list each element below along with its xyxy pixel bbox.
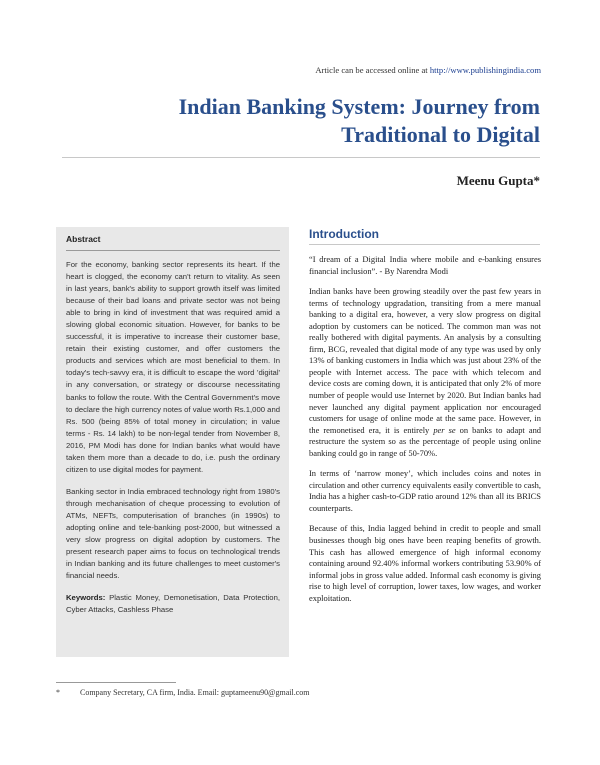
author-name: Meenu Gupta* — [456, 173, 540, 188]
footnote-marker: * — [56, 688, 60, 697]
footnote-divider — [56, 682, 176, 683]
intro-paragraph-1 — [309, 286, 541, 459]
access-prefix: Article can be accessed online at — [315, 65, 430, 75]
journal-url-link[interactable]: http://www.publishingindia.com — [429, 65, 541, 75]
title-line-1: Indian Banking System: Journey from — [178, 94, 540, 119]
abstract-paragraph-1: For the economy, banking sector represents its heart. If the heart is clogged, the economy can't return to vitality. As seen in last years, bank's ability to support growth itself was limited because of their bad loans and private sector was not being able to bring in kind of investment that was required amid a slowing global economic situation. However, for banks to be successful, it is imperative to increase their customer base, retain their existing customer, and offer customers the products and services which are most beneficial to them. In today's tech-savvy era, it is difficult to escape the word 'digital' in any conversation, or strategy or discourse necessitating banks to follow the route. With the Central Government's move to declare the high currency notes of value worth Rs.1,000 and Rs. 500 (being 85% of total money in circulation; in value terms - Rs. 14 lakh) to be non-legal tender from November 8, 2016, PM Modi has done for Indian banks what would have taken them more than a decade to do, i.e. push the ordinary citizen to use digital modes for payment. — [66, 260, 280, 474]
article-title — [100, 93, 540, 149]
intro-quote: “I dream of a Digital India where mobile and e-banking ensures financial inclusion”. - By Narendra Modi — [309, 254, 541, 276]
intro-p1-text-a: Indian banks have been growing steadily over the past few years in terms of technology upgradation, transiting from a mere manual banking to a digital era, however, a very slow progress on digital adoption by customers can be noticed. The common man was not really bothered with digital payments. An analysis by a consulting firm, BCG, revealed that digital mode of any type was used by only 13% of banking customers in India which was just about 23% of the people with Internet access. The pace with which telecom and device costs are coming down, it is anticipated that only 2% of more number of people would use Internet by 2020. But Indian banks had never launched any digital payment application nor encouraged customers for usage of online mode at the same pace. However, in the remonetised era, it is entirely — [309, 286, 541, 435]
introduction-body — [309, 254, 541, 604]
keywords — [66, 592, 280, 616]
section-divider — [309, 244, 540, 245]
abstract-heading: Abstract — [66, 234, 280, 251]
intro-paragraph-2: In terms of ‘narrow money’, which includes coins and notes in circulation and other currency equivalents easily convertible to cash, India has a higher cash-to-GDP ratio around 12% than all its BRICS counterparts. — [309, 468, 541, 513]
footnote — [56, 688, 309, 697]
intro-p1-emphasis: per se — [433, 424, 456, 435]
section-heading-introduction: Introduction — [309, 227, 379, 241]
abstract-paragraph-2: Banking sector in India embraced technology right from 1980's through mechanisation of cheque processing to evolution of ATMs, NEFTs, computerisation of branches (in 1990s) to adopting online and tele-banking post-2000, but witnessed a very slow progress on digital adoption by customers. The present research paper aims to focus on technological trends in Indian banking and its future challenges to meet customer's financial needs. — [66, 486, 280, 581]
intro-paragraph-3: Because of this, India lagged behind in credit to people and small businesses though big ones have been reaping benefits of growth. This cash has allowed emergence of high informal economy containing around 92.40% informal workers contributing 53.90% of informal jobs in gross value added. Informal cash economy is giving rise to high level of corruption, lower taxes, low wages, and worker exploitation. — [309, 523, 541, 603]
keywords-label: Keywords: — [66, 593, 106, 603]
title-line-2: Traditional to Digital — [341, 122, 540, 147]
abstract-box — [56, 227, 289, 657]
access-line — [315, 65, 541, 75]
footnote-text: Company Secretary, CA firm, India. Email: guptameenu90@gmail.com — [80, 688, 310, 697]
keywords-list: Plastic Money, Demonetisation, Data Protection, Cyber Attacks, Cashless Phase — [66, 593, 280, 615]
intro-p1-text-b: on banks to adapt and restructure the system so as the percentage of people using online banking could go in range of 50-70%. — [309, 424, 542, 458]
title-divider — [62, 157, 540, 158]
